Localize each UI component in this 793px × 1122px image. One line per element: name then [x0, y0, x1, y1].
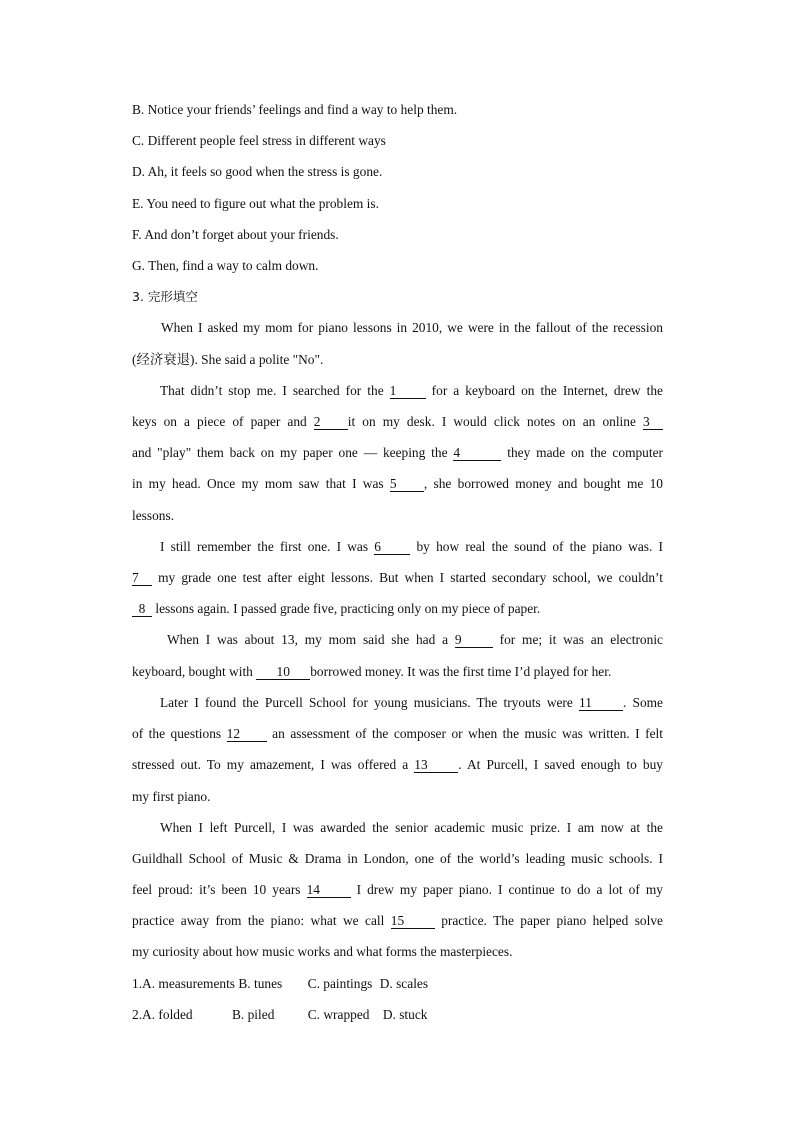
choice-a[interactable]: A. measurements: [142, 976, 236, 991]
text: and: [287, 414, 307, 429]
blank-4[interactable]: 4: [453, 445, 501, 461]
p6-line2: [132, 849, 663, 869]
p5-line4: [132, 787, 663, 807]
p6-line5: [132, 942, 663, 962]
p2-line3: [132, 443, 663, 463]
p3-line1: [160, 537, 663, 557]
p2-line2: [132, 412, 663, 432]
option-e: E. You need to figure out what the problem is.: [132, 196, 379, 211]
p6-line1: [160, 818, 663, 838]
text: keyboard, bought with: [132, 664, 253, 679]
p5-line3: [132, 755, 663, 775]
option-b: B. Notice your friends’ feelings and find a way to help them.: [132, 102, 458, 117]
blank-14[interactable]: 14: [307, 882, 351, 898]
text: they made on the computer: [507, 445, 663, 460]
blank-15[interactable]: 15: [391, 913, 435, 929]
choice-c[interactable]: C. wrapped: [307, 1007, 370, 1022]
text: practice. The paper piano helped solve: [441, 913, 663, 928]
blank-10[interactable]: 10: [256, 664, 310, 680]
text: , she borrowed money and bought me 10: [423, 476, 664, 491]
blank-13[interactable]: 13: [414, 757, 458, 773]
text: in my head. Once my mom saw that I was: [132, 476, 384, 491]
p1-line1: [161, 318, 663, 338]
text: and "play" them back on my paper one — keeping the: [132, 445, 448, 460]
choice-b[interactable]: B. tunes: [238, 976, 283, 991]
text: . At Purcell, I saved enough to buy: [458, 757, 663, 772]
text: for a keyboard on the Internet, drew the: [431, 383, 663, 398]
p2-line5: [132, 506, 663, 526]
text: keys on a piece of paper: [132, 414, 281, 429]
text: it on my desk. I would click notes on an online: [347, 414, 636, 429]
blank-9[interactable]: 9: [455, 632, 493, 648]
text: my grade one test after eight lessons. But when I started secondary school, we couldn’t: [158, 570, 663, 585]
p3-line3: [132, 599, 663, 619]
p6-line4: [132, 911, 663, 931]
text: When I left Purcell, I was awarded the senior academic music prize. I am now at the: [160, 820, 663, 835]
option-g: G. Then, find a way to calm down.: [132, 258, 319, 273]
text: (经济衰退). She said a polite "No".: [132, 352, 324, 367]
question-2-options: [132, 1005, 663, 1025]
blank-7[interactable]: 7: [132, 570, 152, 586]
option-c: C. Different people feel stress in different ways: [132, 133, 386, 148]
text: for me; it was an electronic: [499, 632, 663, 647]
text: my curiosity about how music works and what forms the masterpieces.: [132, 944, 513, 959]
text: borrowed money. It was the first time I’d played for her.: [310, 664, 612, 679]
blank-5[interactable]: 5: [390, 476, 424, 492]
text: Guildhall School of Music & Drama in London, one of the world’s leading music schools. I: [132, 851, 663, 866]
text: lessons again. I passed grade five, practicing only on my piece of paper.: [155, 601, 541, 616]
blank-6[interactable]: 6: [374, 539, 410, 555]
option-d: D. Ah, it feels so good when the stress is gone.: [132, 164, 383, 179]
text: lessons.: [132, 508, 175, 523]
text: . Some: [623, 695, 663, 710]
question-number: 1.: [132, 976, 143, 991]
text: I drew my paper piano. I continue to do a lot of my: [356, 882, 663, 897]
p2-line4: [132, 474, 663, 494]
choice-d[interactable]: D. scales: [379, 976, 429, 991]
p5-line2: [132, 724, 663, 744]
choice-c[interactable]: C. paintings: [307, 976, 373, 991]
p4-line1: [167, 630, 663, 650]
question-1-options: [132, 974, 663, 994]
blank-1[interactable]: 1: [390, 383, 426, 399]
blank-8[interactable]: 8: [132, 601, 152, 617]
text: I still remember the first one. I was: [160, 539, 369, 554]
option-f: F. And don’t forget about your friends.: [132, 227, 339, 242]
p4-line2: [132, 662, 663, 682]
p3-line2: [132, 568, 663, 588]
p1-line2: [132, 350, 663, 370]
choice-d[interactable]: D. stuck: [382, 1007, 428, 1022]
text: When I was about 13, my mom said she had a: [167, 632, 449, 647]
text: feel proud: it’s been 10 years: [132, 882, 301, 897]
question-number: 2.: [132, 1007, 143, 1022]
text: When I asked my mom for piano lessons in 2010, we were in the fallout of the recession: [161, 320, 663, 335]
text: practice away from the piano: what we call: [132, 913, 385, 928]
p5-line1: [160, 693, 663, 713]
blank-3[interactable]: 3: [643, 414, 663, 430]
text: by how real the sound of the piano was. I: [416, 539, 663, 554]
choice-a[interactable]: A. folded: [142, 1007, 193, 1022]
text: my first piano.: [132, 789, 211, 804]
p6-line3: [132, 880, 663, 900]
section-title: 3. 完形填空: [132, 289, 198, 304]
text: of the questions: [132, 726, 222, 741]
text: Later I found the Purcell School for young musicians. The tryouts were: [160, 695, 573, 710]
text: an assessment of the composer or when the music was written. I felt: [272, 726, 663, 741]
blank-11[interactable]: 11: [579, 695, 623, 711]
text: stressed out. To my amazement, I was offered a: [132, 757, 409, 772]
blank-2[interactable]: 2: [314, 414, 348, 430]
text: That didn’t stop me. I searched for the: [160, 383, 384, 398]
blank-12[interactable]: 12: [227, 726, 267, 742]
p2-line1: [160, 381, 663, 401]
choice-b[interactable]: B. piled: [231, 1007, 275, 1022]
